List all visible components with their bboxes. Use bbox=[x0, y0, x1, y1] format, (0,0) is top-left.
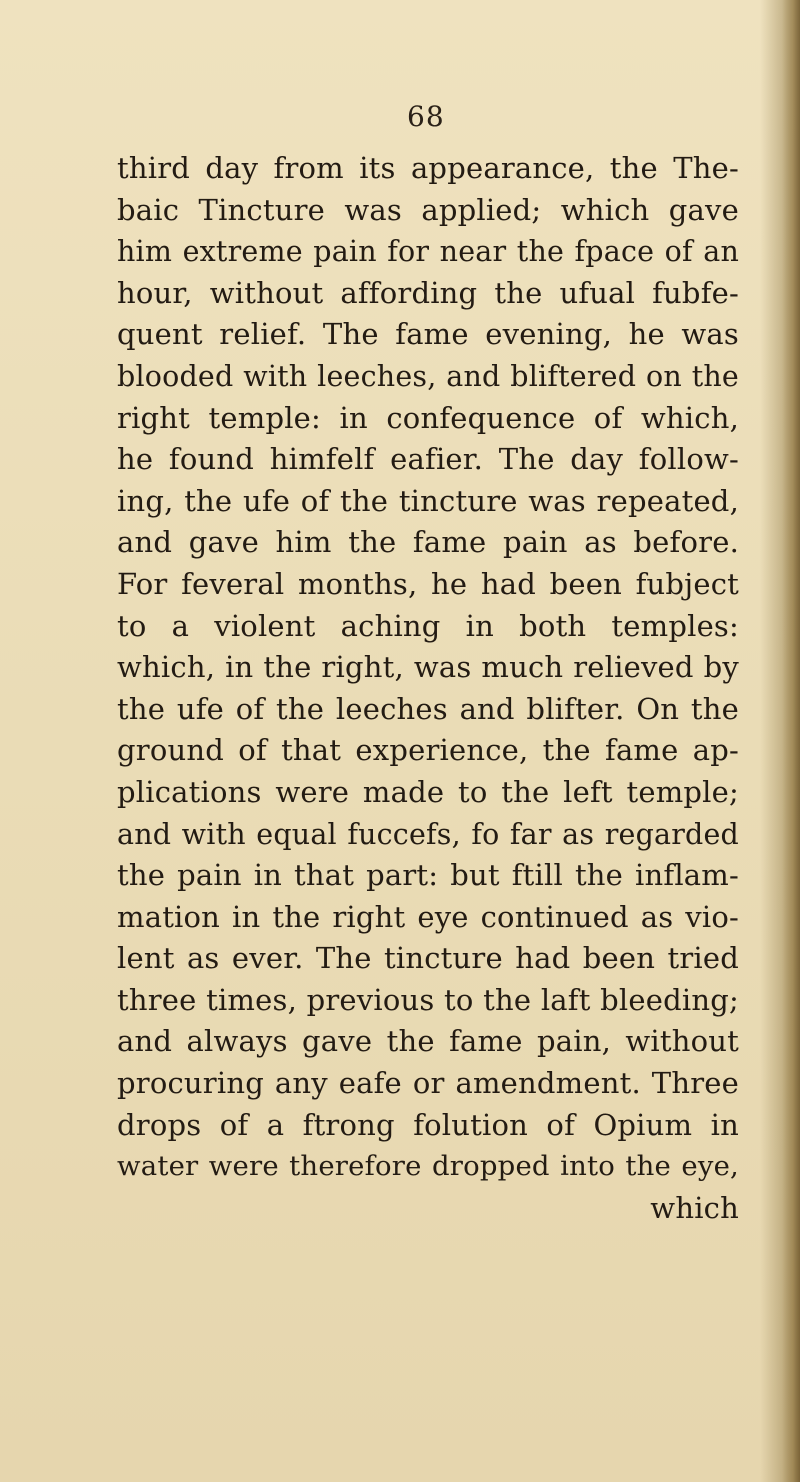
text-line: he found himfelf eafier. The day follow- bbox=[117, 442, 739, 477]
text-line: third day from its appearance, the The- bbox=[117, 151, 739, 185]
page-edge-shadow bbox=[782, 0, 800, 1482]
text-line: quent relief. The fame evening, he was bbox=[117, 317, 739, 352]
catchword: which bbox=[650, 1190, 739, 1225]
text-line: lent as ever. The tincture had been tried bbox=[117, 941, 739, 976]
text-line: ground of that experience, the fame ap- bbox=[117, 733, 739, 768]
text-line: baic Tincture was applied; which gave bbox=[117, 192, 739, 227]
text-line: mation in the right eye continued as vio- bbox=[117, 899, 739, 934]
text-line: For feveral months, he had been fubject bbox=[117, 566, 739, 601]
text-line: plications were made to the left temple; bbox=[117, 774, 739, 809]
text-line: and always gave the fame pain, without bbox=[117, 1024, 739, 1059]
text-line: right temple: in confequence of which, bbox=[117, 400, 739, 435]
text-line: water were therefore dropped into the eye, bbox=[117, 1150, 739, 1183]
text-line: him extreme pain for near the fpace of an bbox=[117, 235, 739, 269]
text-line: to a violent aching in both temples: bbox=[117, 608, 739, 643]
text-line: drops of a ftrong folution of Opium in bbox=[117, 1107, 739, 1142]
text-line: three times, previous to the laft bleeding; bbox=[117, 982, 739, 1017]
text-line: ing, the ufe of the tincture was repeated, bbox=[117, 483, 739, 518]
text-line: the pain in that part: but ftill the inflam- bbox=[117, 858, 739, 893]
text-line: procuring any eafe or amendment. Three bbox=[117, 1066, 739, 1101]
text-line: and with equal fuccefs, fo far as regarded bbox=[117, 817, 739, 851]
text-line: the ufe of the leeches and blifter. On the bbox=[117, 691, 739, 726]
text-line: which, in the right, was much relieved by bbox=[117, 650, 739, 685]
body-text bbox=[117, 148, 739, 1229]
text-line: hour, without affording the ufual fubfe- bbox=[117, 275, 739, 310]
page-number: 68 bbox=[407, 100, 445, 133]
text-line: blooded with leeches, and bliftered on the bbox=[117, 359, 739, 393]
text-line: and gave him the fame pain as before. bbox=[117, 525, 739, 560]
